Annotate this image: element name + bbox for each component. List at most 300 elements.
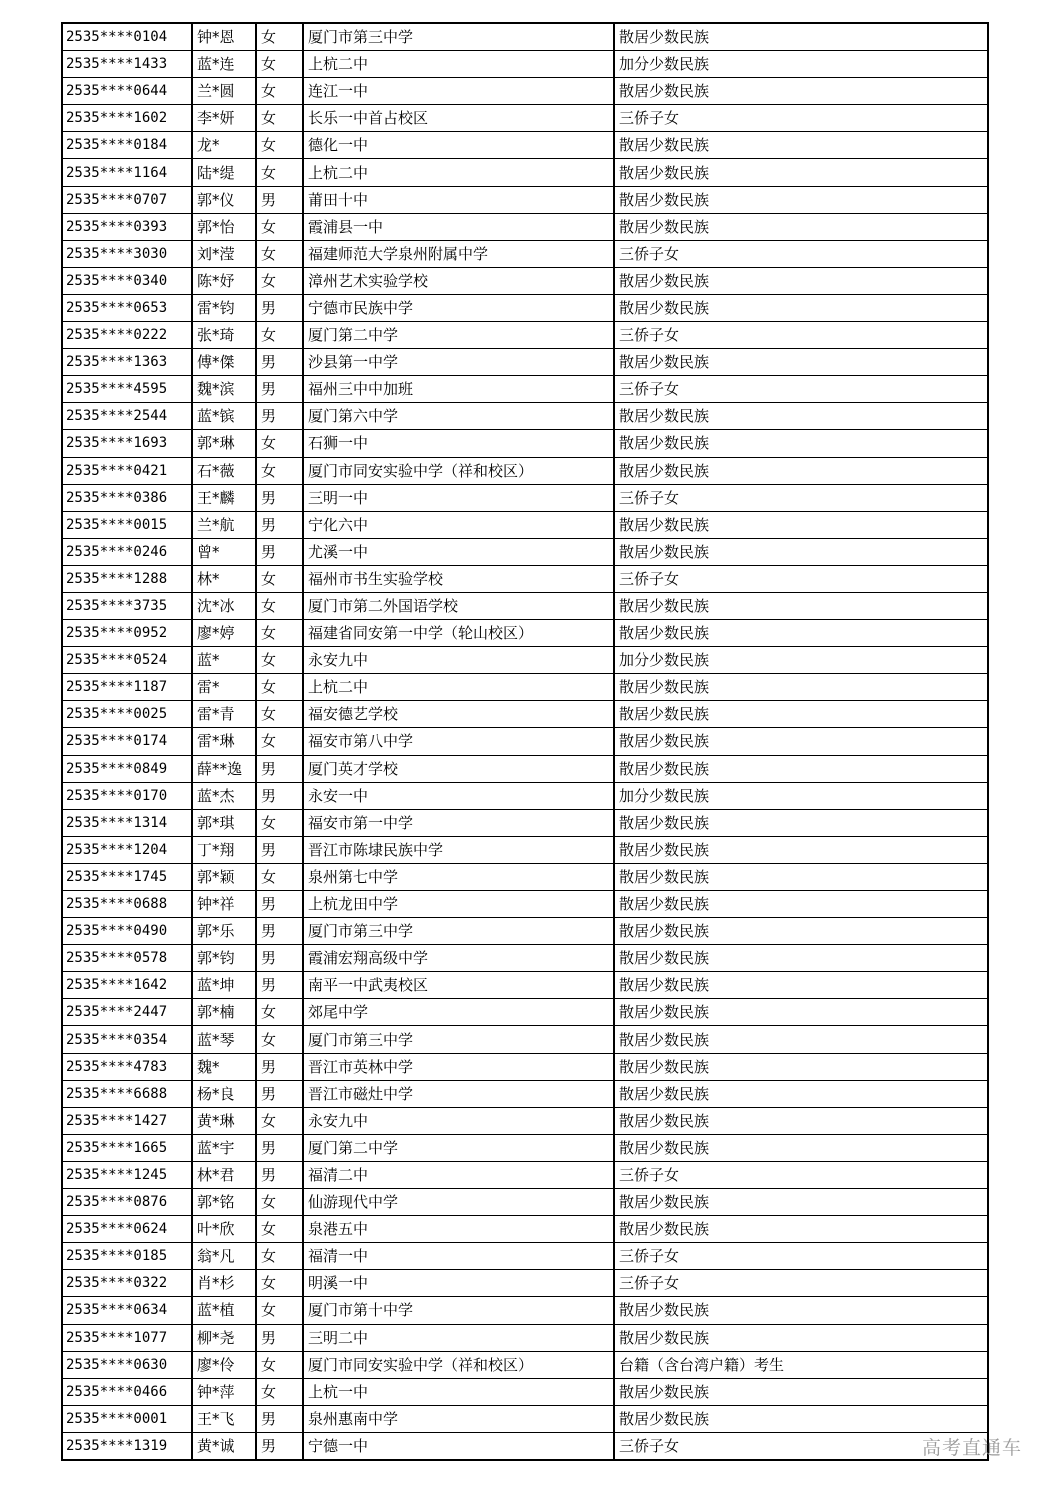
- name-cell: 雷*青: [192, 701, 256, 728]
- name-cell: 蓝*植: [192, 1297, 256, 1324]
- candidate-id-cell: 2535****0490: [62, 918, 192, 945]
- school-cell: 厦门第二中学: [303, 322, 614, 349]
- candidate-id-cell: 2535****0015: [62, 511, 192, 538]
- category-cell: 散居少数民族: [614, 1189, 988, 1216]
- gender-cell: 男: [256, 484, 303, 511]
- category-cell: 散居少数民族: [614, 836, 988, 863]
- name-cell: 郭*怡: [192, 213, 256, 240]
- candidate-id-cell: 2535****0578: [62, 945, 192, 972]
- candidate-id-cell: 2535****3735: [62, 592, 192, 619]
- name-cell: 沈*冰: [192, 592, 256, 619]
- category-cell: 散居少数民族: [614, 1405, 988, 1432]
- candidate-id-cell: 2535****0421: [62, 457, 192, 484]
- gender-cell: 男: [256, 186, 303, 213]
- school-cell: 永安九中: [303, 647, 614, 674]
- name-cell: 肖*杉: [192, 1270, 256, 1297]
- gender-cell: 男: [256, 511, 303, 538]
- category-cell: 散居少数民族: [614, 23, 988, 51]
- candidate-id-cell: 2535****0688: [62, 891, 192, 918]
- name-cell: 石*薇: [192, 457, 256, 484]
- gender-cell: 女: [256, 430, 303, 457]
- category-cell: 散居少数民族: [614, 349, 988, 376]
- category-cell: 散居少数民族: [614, 972, 988, 999]
- gender-cell: 女: [256, 863, 303, 890]
- table-row: [62, 457, 988, 484]
- candidate-id-cell: 2535****3030: [62, 240, 192, 267]
- candidate-id-cell: 2535****0707: [62, 186, 192, 213]
- table-row: [62, 836, 988, 863]
- school-cell: 永安九中: [303, 1107, 614, 1134]
- table-row: [62, 1378, 988, 1405]
- school-cell: 厦门市第二外国语学校: [303, 592, 614, 619]
- gender-cell: 男: [256, 1432, 303, 1460]
- category-cell: 散居少数民族: [614, 538, 988, 565]
- candidate-id-cell: 2535****0025: [62, 701, 192, 728]
- school-cell: 德化一中: [303, 132, 614, 159]
- name-cell: 雷*: [192, 674, 256, 701]
- candidate-id-cell: 2535****1427: [62, 1107, 192, 1134]
- table-row: [62, 863, 988, 890]
- category-cell: 台籍（含台湾户籍）考生: [614, 1351, 988, 1378]
- gender-cell: 男: [256, 836, 303, 863]
- gender-cell: 女: [256, 457, 303, 484]
- table-row: [62, 430, 988, 457]
- candidate-id-cell: 2535****0653: [62, 294, 192, 321]
- school-cell: 连江一中: [303, 78, 614, 105]
- table-row: [62, 484, 988, 511]
- table-row: [62, 1432, 988, 1460]
- category-cell: 散居少数民族: [614, 918, 988, 945]
- name-cell: 蓝*杰: [192, 782, 256, 809]
- gender-cell: 女: [256, 674, 303, 701]
- table-row: [62, 728, 988, 755]
- category-cell: 散居少数民族: [614, 1134, 988, 1161]
- table-row: [62, 1324, 988, 1351]
- school-cell: 霞浦宏翔高级中学: [303, 945, 614, 972]
- category-cell: 三侨子女: [614, 484, 988, 511]
- gender-cell: 男: [256, 918, 303, 945]
- candidate-id-cell: 2535****0246: [62, 538, 192, 565]
- gender-cell: 女: [256, 1107, 303, 1134]
- school-cell: 尤溪一中: [303, 538, 614, 565]
- gender-cell: 女: [256, 1297, 303, 1324]
- table-row: [62, 701, 988, 728]
- candidate-id-cell: 2535****0876: [62, 1189, 192, 1216]
- category-cell: 散居少数民族: [614, 1324, 988, 1351]
- table-row: [62, 674, 988, 701]
- gender-cell: 女: [256, 240, 303, 267]
- gender-cell: 女: [256, 1351, 303, 1378]
- name-cell: 黄*琳: [192, 1107, 256, 1134]
- category-cell: 散居少数民族: [614, 1026, 988, 1053]
- gender-cell: 女: [256, 565, 303, 592]
- school-cell: 沙县第一中学: [303, 349, 614, 376]
- name-cell: 郭*琪: [192, 809, 256, 836]
- category-cell: 散居少数民族: [614, 186, 988, 213]
- school-cell: 厦门市同安实验中学（祥和校区）: [303, 457, 614, 484]
- gender-cell: 女: [256, 1270, 303, 1297]
- school-cell: 宁德一中: [303, 1432, 614, 1460]
- gender-cell: 男: [256, 1405, 303, 1432]
- candidate-id-cell: 2535****0393: [62, 213, 192, 240]
- gender-cell: 男: [256, 376, 303, 403]
- table-row: [62, 782, 988, 809]
- school-cell: 漳州艺术实验学校: [303, 267, 614, 294]
- school-cell: 仙游现代中学: [303, 1189, 614, 1216]
- table-row: [62, 565, 988, 592]
- gender-cell: 男: [256, 1080, 303, 1107]
- name-cell: 蓝*宇: [192, 1134, 256, 1161]
- school-cell: 三明一中: [303, 484, 614, 511]
- candidate-id-cell: 2535****0174: [62, 728, 192, 755]
- category-cell: 散居少数民族: [614, 1297, 988, 1324]
- name-cell: 钟*萍: [192, 1378, 256, 1405]
- name-cell: 王*麟: [192, 484, 256, 511]
- school-cell: 厦门市第三中学: [303, 918, 614, 945]
- category-cell: 散居少数民族: [614, 891, 988, 918]
- category-cell: 散居少数民族: [614, 267, 988, 294]
- category-cell: 散居少数民族: [614, 294, 988, 321]
- category-cell: 散居少数民族: [614, 999, 988, 1026]
- gender-cell: 女: [256, 267, 303, 294]
- candidate-id-cell: 2535****1077: [62, 1324, 192, 1351]
- school-cell: 三明二中: [303, 1324, 614, 1351]
- gender-cell: 男: [256, 945, 303, 972]
- table-row: [62, 945, 988, 972]
- category-cell: 散居少数民族: [614, 78, 988, 105]
- candidate-id-cell: 2535****1433: [62, 51, 192, 78]
- category-cell: 散居少数民族: [614, 1080, 988, 1107]
- candidate-id-cell: 2535****0170: [62, 782, 192, 809]
- name-cell: 蓝*镔: [192, 403, 256, 430]
- gender-cell: 男: [256, 755, 303, 782]
- name-cell: 刘*滢: [192, 240, 256, 267]
- table-row: [62, 240, 988, 267]
- candidate-id-cell: 2535****0185: [62, 1243, 192, 1270]
- school-cell: 厦门第二中学: [303, 1134, 614, 1161]
- gender-cell: 男: [256, 1053, 303, 1080]
- gender-cell: 女: [256, 647, 303, 674]
- table-row: [62, 1189, 988, 1216]
- category-cell: 散居少数民族: [614, 132, 988, 159]
- category-cell: 三侨子女: [614, 1432, 988, 1460]
- candidate-id-cell: 2535****0624: [62, 1216, 192, 1243]
- candidate-id-cell: 2535****0340: [62, 267, 192, 294]
- school-cell: 上杭龙田中学: [303, 891, 614, 918]
- name-cell: 陆*缇: [192, 159, 256, 186]
- gender-cell: 女: [256, 1378, 303, 1405]
- table-row: [62, 1161, 988, 1188]
- category-cell: 散居少数民族: [614, 1107, 988, 1134]
- name-cell: 翁*凡: [192, 1243, 256, 1270]
- candidate-id-cell: 2535****0322: [62, 1270, 192, 1297]
- school-cell: 福清一中: [303, 1243, 614, 1270]
- school-cell: 厦门市第三中学: [303, 1026, 614, 1053]
- school-cell: 上杭二中: [303, 159, 614, 186]
- gender-cell: 女: [256, 1243, 303, 1270]
- school-cell: 厦门市同安实验中学（祥和校区）: [303, 1351, 614, 1378]
- table-row: [62, 23, 988, 51]
- school-cell: 福安市第一中学: [303, 809, 614, 836]
- candidate-id-cell: 2535****0104: [62, 23, 192, 51]
- category-cell: 散居少数民族: [614, 159, 988, 186]
- school-cell: 郊尾中学: [303, 999, 614, 1026]
- candidate-id-cell: 2535****0184: [62, 132, 192, 159]
- candidate-id-cell: 2535****0466: [62, 1378, 192, 1405]
- name-cell: 李*妍: [192, 105, 256, 132]
- category-cell: 三侨子女: [614, 565, 988, 592]
- candidate-id-cell: 2535****1602: [62, 105, 192, 132]
- candidate-id-cell: 2535****1693: [62, 430, 192, 457]
- candidate-id-cell: 2535****0952: [62, 620, 192, 647]
- table-row: [62, 105, 988, 132]
- name-cell: 魏*: [192, 1053, 256, 1080]
- candidate-id-cell: 2535****1204: [62, 836, 192, 863]
- category-cell: 散居少数民族: [614, 592, 988, 619]
- gender-cell: 女: [256, 1189, 303, 1216]
- gender-cell: 男: [256, 538, 303, 565]
- name-cell: 黄*诚: [192, 1432, 256, 1460]
- school-cell: 福州三中中加班: [303, 376, 614, 403]
- name-cell: 王*飞: [192, 1405, 256, 1432]
- gender-cell: 女: [256, 322, 303, 349]
- candidate-id-cell: 2535****2544: [62, 403, 192, 430]
- name-cell: 林*君: [192, 1161, 256, 1188]
- table-row: [62, 1053, 988, 1080]
- name-cell: 薛**逸: [192, 755, 256, 782]
- gender-cell: 男: [256, 972, 303, 999]
- gender-cell: 女: [256, 1026, 303, 1053]
- candidate-id-cell: 2535****0354: [62, 1026, 192, 1053]
- candidate-id-cell: 2535****0849: [62, 755, 192, 782]
- gender-cell: 男: [256, 294, 303, 321]
- school-cell: 永安一中: [303, 782, 614, 809]
- category-cell: 散居少数民族: [614, 213, 988, 240]
- table-row: [62, 1270, 988, 1297]
- school-cell: 南平一中武夷校区: [303, 972, 614, 999]
- category-cell: 散居少数民族: [614, 620, 988, 647]
- name-cell: 柳*尧: [192, 1324, 256, 1351]
- table-row: [62, 213, 988, 240]
- school-cell: 福安德艺学校: [303, 701, 614, 728]
- category-cell: 散居少数民族: [614, 945, 988, 972]
- school-cell: 晋江市磁灶中学: [303, 1080, 614, 1107]
- gender-cell: 男: [256, 1134, 303, 1161]
- school-cell: 福州市书生实验学校: [303, 565, 614, 592]
- name-cell: 郭*楠: [192, 999, 256, 1026]
- name-cell: 曾*: [192, 538, 256, 565]
- table-row: [62, 1297, 988, 1324]
- table-row: [62, 538, 988, 565]
- school-cell: 长乐一中首占校区: [303, 105, 614, 132]
- name-cell: 蓝*坤: [192, 972, 256, 999]
- table-row: [62, 1243, 988, 1270]
- school-cell: 上杭二中: [303, 674, 614, 701]
- gender-cell: 女: [256, 620, 303, 647]
- name-cell: 郭*乐: [192, 918, 256, 945]
- table-row: [62, 267, 988, 294]
- school-cell: 厦门市第十中学: [303, 1297, 614, 1324]
- table-row: [62, 809, 988, 836]
- category-cell: 散居少数民族: [614, 1053, 988, 1080]
- gender-cell: 女: [256, 999, 303, 1026]
- name-cell: 杨*良: [192, 1080, 256, 1107]
- school-cell: 泉州惠南中学: [303, 1405, 614, 1432]
- name-cell: 陈*妤: [192, 267, 256, 294]
- table-row: [62, 1080, 988, 1107]
- school-cell: 厦门第六中学: [303, 403, 614, 430]
- candidate-id-cell: 2535****1187: [62, 674, 192, 701]
- school-cell: 上杭一中: [303, 1378, 614, 1405]
- name-cell: 郭*铭: [192, 1189, 256, 1216]
- gender-cell: 男: [256, 782, 303, 809]
- candidate-id-cell: 2535****0524: [62, 647, 192, 674]
- table-row: [62, 1107, 988, 1134]
- gender-cell: 女: [256, 105, 303, 132]
- category-cell: 散居少数民族: [614, 403, 988, 430]
- candidate-id-cell: 2535****1245: [62, 1161, 192, 1188]
- name-cell: 雷*钧: [192, 294, 256, 321]
- category-cell: 散居少数民族: [614, 701, 988, 728]
- gender-cell: 女: [256, 728, 303, 755]
- table-row: [62, 1134, 988, 1161]
- school-cell: 福安市第八中学: [303, 728, 614, 755]
- candidate-id-cell: 2535****4783: [62, 1053, 192, 1080]
- candidate-id-cell: 2535****0644: [62, 78, 192, 105]
- name-cell: 叶*欣: [192, 1216, 256, 1243]
- table-row: [62, 972, 988, 999]
- category-cell: 散居少数民族: [614, 674, 988, 701]
- category-cell: 加分少数民族: [614, 51, 988, 78]
- name-cell: 蓝*: [192, 647, 256, 674]
- gender-cell: 男: [256, 403, 303, 430]
- gender-cell: 男: [256, 891, 303, 918]
- name-cell: 傅*傑: [192, 349, 256, 376]
- candidate-id-cell: 2535****1314: [62, 809, 192, 836]
- candidate-id-cell: 2535****2447: [62, 999, 192, 1026]
- school-cell: 福建省同安第一中学（轮山校区）: [303, 620, 614, 647]
- candidate-id-cell: 2535****1363: [62, 349, 192, 376]
- gender-cell: 男: [256, 349, 303, 376]
- table-row: [62, 78, 988, 105]
- name-cell: 钟*祥: [192, 891, 256, 918]
- gender-cell: 女: [256, 159, 303, 186]
- table-row: [62, 294, 988, 321]
- school-cell: 泉州第七中学: [303, 863, 614, 890]
- name-cell: 郭*琳: [192, 430, 256, 457]
- school-cell: 上杭二中: [303, 51, 614, 78]
- gender-cell: 男: [256, 1324, 303, 1351]
- table-row: [62, 322, 988, 349]
- category-cell: 三侨子女: [614, 1243, 988, 1270]
- name-cell: 兰*圆: [192, 78, 256, 105]
- school-cell: 宁德市民族中学: [303, 294, 614, 321]
- table-row: [62, 511, 988, 538]
- table-row: [62, 755, 988, 782]
- table-row: [62, 132, 988, 159]
- gender-cell: 女: [256, 701, 303, 728]
- gender-cell: 女: [256, 132, 303, 159]
- category-cell: 加分少数民族: [614, 647, 988, 674]
- school-cell: 宁化六中: [303, 511, 614, 538]
- category-cell: 散居少数民族: [614, 511, 988, 538]
- candidate-id-cell: 2535****1319: [62, 1432, 192, 1460]
- table-row: [62, 620, 988, 647]
- category-cell: 三侨子女: [614, 1161, 988, 1188]
- name-cell: 郭*钧: [192, 945, 256, 972]
- category-cell: 三侨子女: [614, 240, 988, 267]
- name-cell: 魏*滨: [192, 376, 256, 403]
- name-cell: 钟*恩: [192, 23, 256, 51]
- school-cell: 晋江市英林中学: [303, 1053, 614, 1080]
- category-cell: 散居少数民族: [614, 755, 988, 782]
- name-cell: 龙*: [192, 132, 256, 159]
- name-cell: 廖*伶: [192, 1351, 256, 1378]
- name-cell: 廖*婷: [192, 620, 256, 647]
- candidate-id-cell: 2535****4595: [62, 376, 192, 403]
- school-cell: 厦门市第三中学: [303, 23, 614, 51]
- roster-body: [62, 23, 988, 1460]
- name-cell: 蓝*连: [192, 51, 256, 78]
- gender-cell: 女: [256, 1216, 303, 1243]
- table-row: [62, 376, 988, 403]
- gender-cell: 男: [256, 1161, 303, 1188]
- school-cell: 明溪一中: [303, 1270, 614, 1297]
- table-row: [62, 891, 988, 918]
- candidate-id-cell: 2535****0630: [62, 1351, 192, 1378]
- candidate-id-cell: 2535****0222: [62, 322, 192, 349]
- school-cell: 泉港五中: [303, 1216, 614, 1243]
- name-cell: 雷*琳: [192, 728, 256, 755]
- gender-cell: 女: [256, 592, 303, 619]
- candidate-id-cell: 2535****1745: [62, 863, 192, 890]
- candidate-id-cell: 2535****6688: [62, 1080, 192, 1107]
- candidate-id-cell: 2535****1642: [62, 972, 192, 999]
- name-cell: 丁*翔: [192, 836, 256, 863]
- gender-cell: 女: [256, 78, 303, 105]
- table-row: [62, 592, 988, 619]
- category-cell: 三侨子女: [614, 322, 988, 349]
- table-row: [62, 403, 988, 430]
- category-cell: 散居少数民族: [614, 809, 988, 836]
- school-cell: 晋江市陈埭民族中学: [303, 836, 614, 863]
- table-row: [62, 647, 988, 674]
- table-row: [62, 1026, 988, 1053]
- category-cell: 散居少数民族: [614, 1216, 988, 1243]
- table-row: [62, 1405, 988, 1432]
- name-cell: 郭*仪: [192, 186, 256, 213]
- roster-table: [61, 22, 989, 1461]
- category-cell: 散居少数民族: [614, 1378, 988, 1405]
- watermark-text: 高考直通车: [921, 1437, 1022, 1459]
- table-row: [62, 159, 988, 186]
- school-cell: 福清二中: [303, 1161, 614, 1188]
- name-cell: 林*: [192, 565, 256, 592]
- gender-cell: 女: [256, 51, 303, 78]
- table-row: [62, 1351, 988, 1378]
- candidate-id-cell: 2535****1164: [62, 159, 192, 186]
- school-cell: 霞浦县一中: [303, 213, 614, 240]
- school-cell: 厦门英才学校: [303, 755, 614, 782]
- category-cell: 三侨子女: [614, 376, 988, 403]
- school-cell: 莆田十中: [303, 186, 614, 213]
- category-cell: 三侨子女: [614, 105, 988, 132]
- candidate-id-cell: 2535****0386: [62, 484, 192, 511]
- category-cell: 散居少数民族: [614, 430, 988, 457]
- name-cell: 蓝*琴: [192, 1026, 256, 1053]
- category-cell: 三侨子女: [614, 1270, 988, 1297]
- table-row: [62, 999, 988, 1026]
